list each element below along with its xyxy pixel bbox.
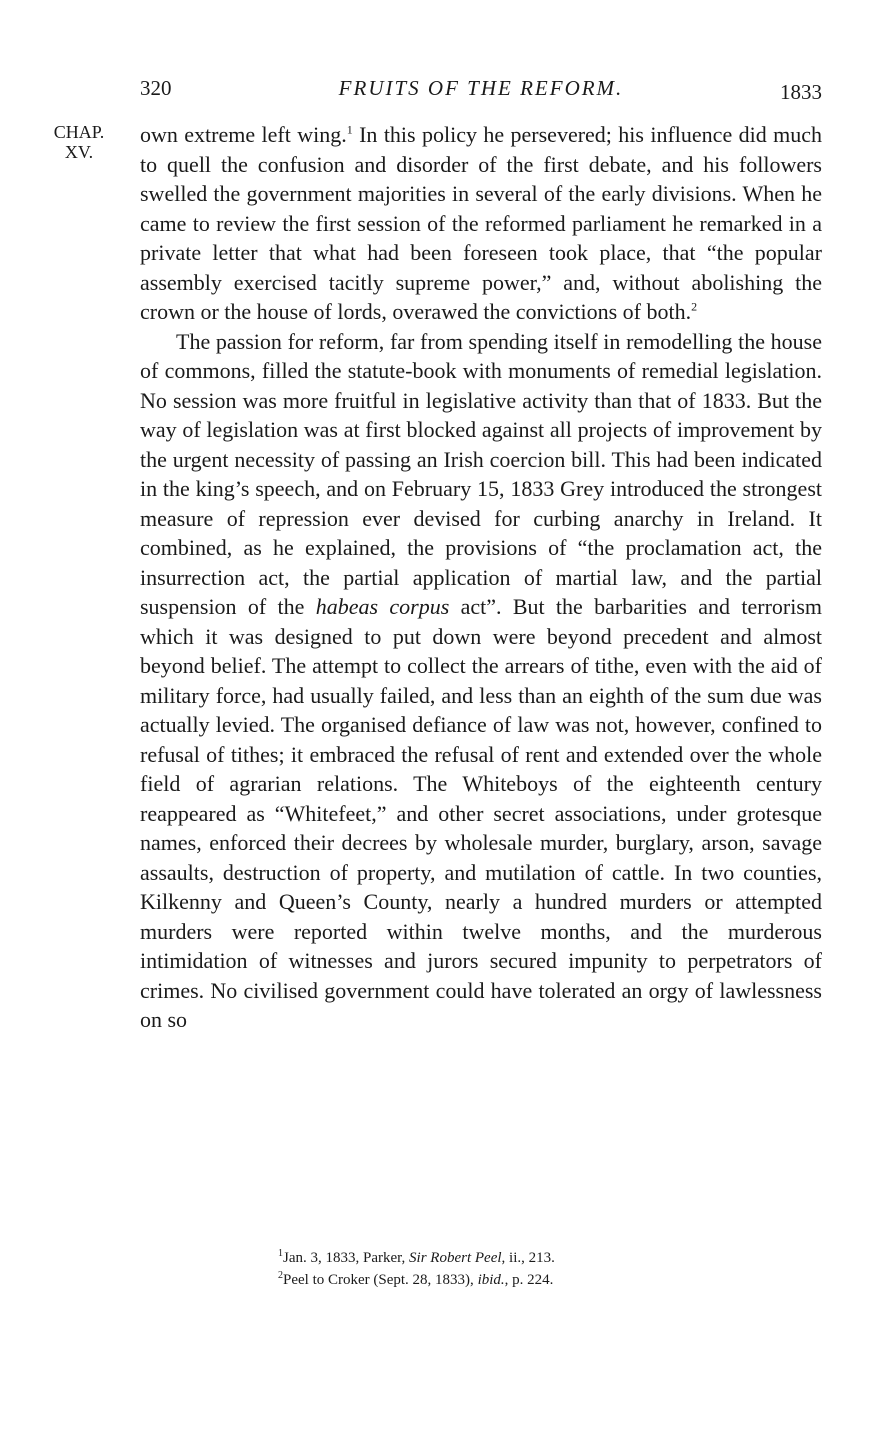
paragraph-2 [140, 327, 822, 1035]
footnote-italic: ibid. [477, 1272, 505, 1288]
paragraph-2-text-b: act”. But the barbarities and terrorism which it was designed to put down were beyond precedent and almost beyond belief. The attempt to collect the arrears of tithe, even with the aid of military force, had usually failed, and less than an eighth of the sum due was actually levied. The organised defiance of law was not, however, confined to refusal of tithes; it embraced the refusal of rent and extended over the whole field of agrarian relations. The Whiteboys of the eighteenth century reappeared as “Whitefeet,” and other secret associations, under grotesque names, enforced their decrees by wholesale murder, burglary, arson, savage assaults, destruction of property, and mutilation of cattle. In two counties, Kilkenny and Queen’s County, nearly a hundred murders or attempted murders were reported within twelve months, and the murderous intimidation of witnesses and jurors secured impunity to perpetrators of crimes. No civilised government could have tolerated an orgy of lawlessness on so [140, 594, 823, 1032]
footnote-number: 2 [278, 1270, 283, 1281]
paragraph-1-text-b: In this policy he persevered; his influence did much to quell the confusion and disorder of the first debate, and his followers swelled the government majorities in several of the early divisions. When he came to review the first session of the reformed parliament he remarked in a private letter that what had been foreseen took place, that “the popular assembly exercised tacitly supreme power,” and, without abolishing the crown or the house of lords, overawed the convictions of both. [140, 122, 822, 324]
page-number: 320 [140, 76, 172, 100]
footnote-text: Jan. 3, 1833, Parker, [283, 1250, 410, 1266]
paragraph-2-text-a: The passion for reform, far from spending itself in remodelling the house of commons, filled the statute-book with monuments of remedial legislation. No session was more fruitful in legislative activity than that of 1833. But the way of legislation was at first blocked against all projects of improvement by the urgent necessity of passing an Irish coercion bill. This had been indicated in the king’s speech, and on February 15, 1833 Grey introduced the strongest measure of repression ever devised for curbing anarchy in Ireland. It combined, as he explained, the provisions of “the proclamation act, the insurrection act, the partial application of martial law, and the partial suspension of the [140, 328, 822, 619]
footnote-1 [140, 1247, 822, 1269]
running-title: FRUITS OF THE REFORM. [338, 76, 624, 100]
paragraph-1-text-a: own extreme left wing. [140, 122, 347, 147]
chapter-label-number: XV. [64, 142, 94, 162]
footnote-ref-1: 1 [346, 122, 353, 137]
paragraph-1 [140, 120, 822, 327]
footnote-ref-2: 2 [691, 299, 698, 314]
footnote-number: 1 [278, 1248, 283, 1259]
footnote-text: , ii., 213. [501, 1250, 555, 1266]
running-head [140, 76, 822, 110]
paragraph-2-italic: habeas corpus [315, 594, 450, 619]
footnote-text: , p. 224. [504, 1272, 554, 1288]
chapter-label-word: CHAP. [53, 122, 105, 142]
footnotes [140, 1247, 822, 1291]
body-text [140, 120, 822, 1035]
running-year: 1833 [780, 80, 822, 104]
footnote-text: Peel to Croker (Sept. 28, 1833), [283, 1272, 478, 1288]
chapter-label [34, 122, 124, 162]
footnote-2 [140, 1269, 822, 1291]
footnote-italic: Sir Robert Peel [409, 1250, 502, 1266]
